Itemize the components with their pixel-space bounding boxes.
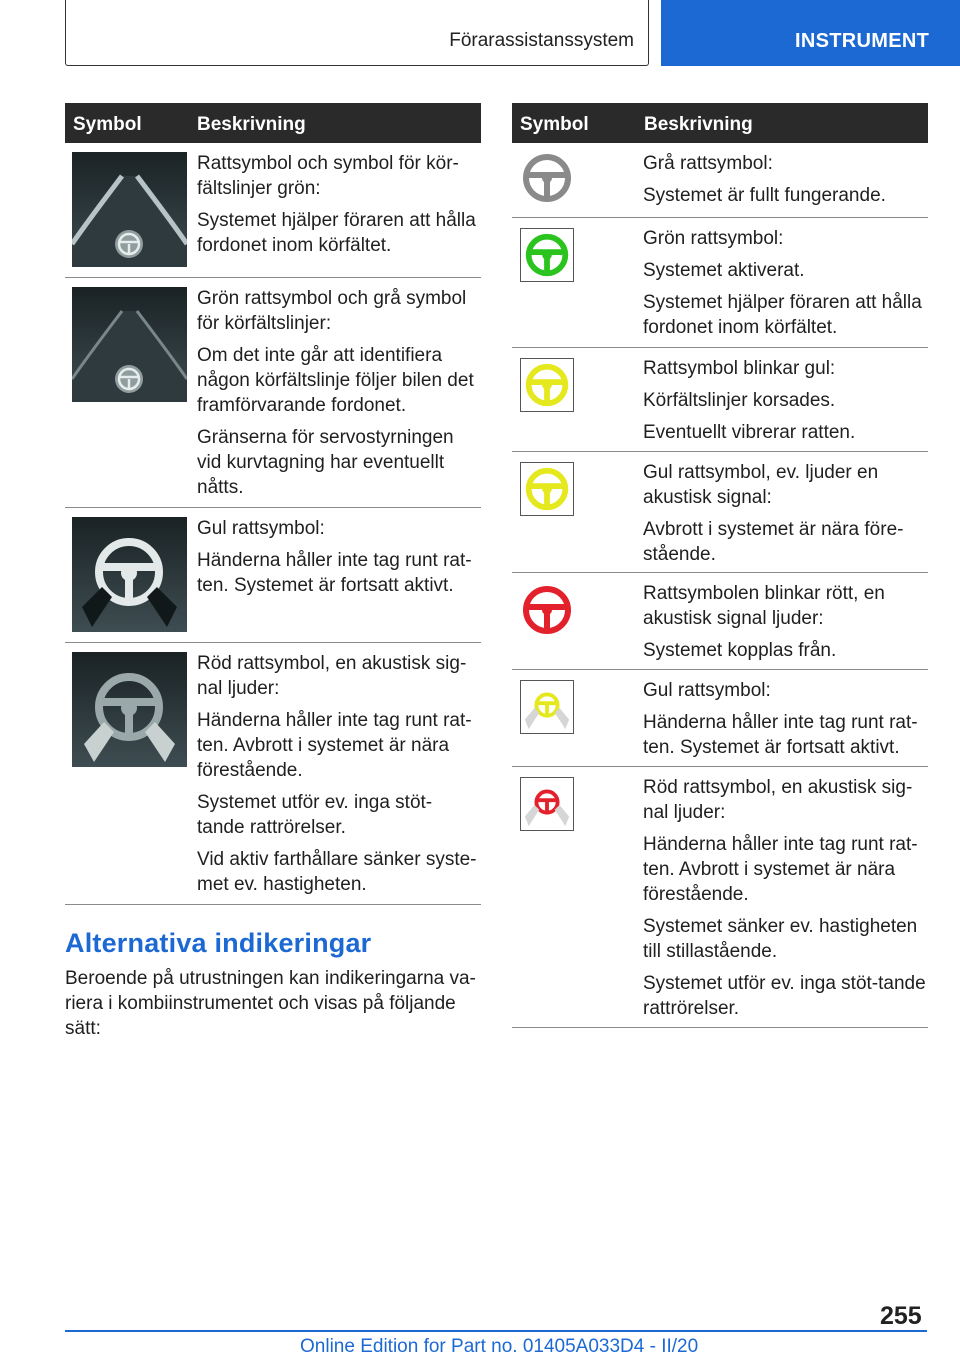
desc-line: Körfältslinjer korsades. <box>643 390 836 411</box>
row-description <box>197 516 479 605</box>
desc-line: Rattsymbol och symbol för kör-fältslinjer grön: <box>197 153 459 199</box>
desc-line: Händerna håller inte tag runt rat-ten. Systemet är fortsatt aktivt. <box>643 712 918 758</box>
lane-display-grey-lines-icon <box>72 287 187 402</box>
row-description <box>197 651 479 904</box>
header-chapter-tab <box>661 0 960 66</box>
desc-line: Gränserna för servostyrningen vid kurvtagning har eventuellt nåtts. <box>197 427 454 498</box>
desc-line: Händerna håller inte tag runt rat-ten. Avbrott i systemet är nära förestående. <box>197 710 472 781</box>
header-section-tab <box>65 0 649 66</box>
table-row <box>512 218 928 348</box>
steering-wheel-red-icon <box>520 583 574 637</box>
steering-wheel-yellow-icon <box>520 358 574 412</box>
desc-line: Grön rattsymbol och grå symbol för körfältslinjer: <box>197 288 467 334</box>
row-description <box>643 356 927 452</box>
desc-line: Rattsymbol blinkar gul: <box>643 358 836 379</box>
table-row <box>65 278 481 508</box>
desc-line: Avbrott i systemet är nära före-stående. <box>643 519 904 565</box>
symbol-table-left <box>65 103 481 905</box>
desc-line: Röd rattsymbol, en akustisk sig-nal ljuder: <box>643 777 913 823</box>
desc-line: Gul rattsymbol, ev. ljuder en akustisk signal: <box>643 462 879 508</box>
row-description <box>643 460 927 574</box>
hands-on-wheel-red-icon <box>72 652 187 767</box>
table-row <box>512 767 928 1028</box>
desc-line: Händerna håller inte tag runt rat-ten. Systemet är fortsatt aktivt. <box>197 550 472 596</box>
table-row <box>512 452 928 573</box>
desc-line: Systemet hjälper föraren att hålla fordonet inom körfältet. <box>643 292 922 338</box>
desc-line: Gul rattsymbol: <box>197 518 325 539</box>
col-description-header: Beskrivning <box>197 114 306 135</box>
desc-line: Systemet utför ev. inga stöt-tande rattrörelser. <box>197 792 433 838</box>
desc-line: Systemet utför ev. inga stöt-tande rattrörelser. <box>643 973 926 1019</box>
table-row <box>512 573 928 670</box>
hands-on-wheel-yellow-icon <box>72 517 187 632</box>
hands-wheel-red-small-icon <box>520 777 574 831</box>
row-description <box>643 775 927 1028</box>
col-symbol-header: Symbol <box>73 114 142 135</box>
table-header <box>65 103 481 143</box>
footer-divider <box>65 1330 927 1332</box>
steering-wheel-yellow-icon <box>520 462 574 516</box>
steering-wheel-grey-icon <box>520 151 574 205</box>
desc-line: Gul rattsymbol: <box>643 680 771 701</box>
row-description <box>197 286 479 507</box>
steering-wheel-green-icon <box>520 228 574 282</box>
edition-text: Online Edition for Part no. 01405A033D4 - II/20 <box>300 1336 699 1357</box>
table-header <box>512 103 928 143</box>
row-description <box>643 678 927 767</box>
col-description-header: Beskrivning <box>644 114 753 135</box>
desc-line: Om det inte går att identifiera någon körfältslinje följer bilen det framförvarande fordonet. <box>197 345 474 416</box>
row-description <box>643 581 927 670</box>
desc-line: Grön rattsymbol: <box>643 228 784 249</box>
table-row <box>512 143 928 218</box>
desc-line: Rattsymbolen blinkar rött, en akustisk signal ljuder: <box>643 583 885 629</box>
col-symbol-header: Symbol <box>520 114 589 135</box>
lane-display-green-wheel-icon <box>72 152 187 267</box>
desc-line: Vid aktiv farthållare sänker syste-met ev. hastigheten. <box>197 849 477 895</box>
hands-wheel-yellow-small-icon <box>520 680 574 734</box>
desc-line: Systemet kopplas från. <box>643 640 837 661</box>
header-chapter-label: INSTRUMENT <box>795 30 930 52</box>
section-body: Beroende på utrustningen kan indikeringarna va-riera i kombiinstrumentet och visas på följande sätt: <box>65 968 476 1039</box>
table-row <box>512 348 928 452</box>
desc-line: Eventuellt vibrerar ratten. <box>643 422 856 443</box>
desc-line: Systemet hjälper föraren att hålla fordonet inom körfältet. <box>197 210 476 256</box>
table-row <box>65 143 481 278</box>
table-row <box>512 670 928 767</box>
row-description <box>643 151 927 215</box>
desc-line: Systemet är fullt fungerande. <box>643 185 886 206</box>
table-row <box>65 643 481 905</box>
section-title: Alternativa indikeringar <box>65 928 372 958</box>
desc-line: Systemet sänker ev. hastigheten till stillastående. <box>643 916 918 962</box>
desc-line: Systemet aktiverat. <box>643 260 805 281</box>
header-section-label: Förarassistanssystem <box>449 30 634 51</box>
desc-line: Röd rattsymbol, en akustisk sig-nal ljuder: <box>197 653 467 699</box>
row-description <box>643 226 927 347</box>
page-number: 255 <box>880 1302 922 1330</box>
row-description <box>197 151 479 265</box>
desc-line: Grå rattsymbol: <box>643 153 773 174</box>
table-row <box>65 508 481 643</box>
symbol-table-right <box>512 103 928 1028</box>
desc-line: Händerna håller inte tag runt rat-ten. Avbrott i systemet är nära förestående. <box>643 834 918 905</box>
